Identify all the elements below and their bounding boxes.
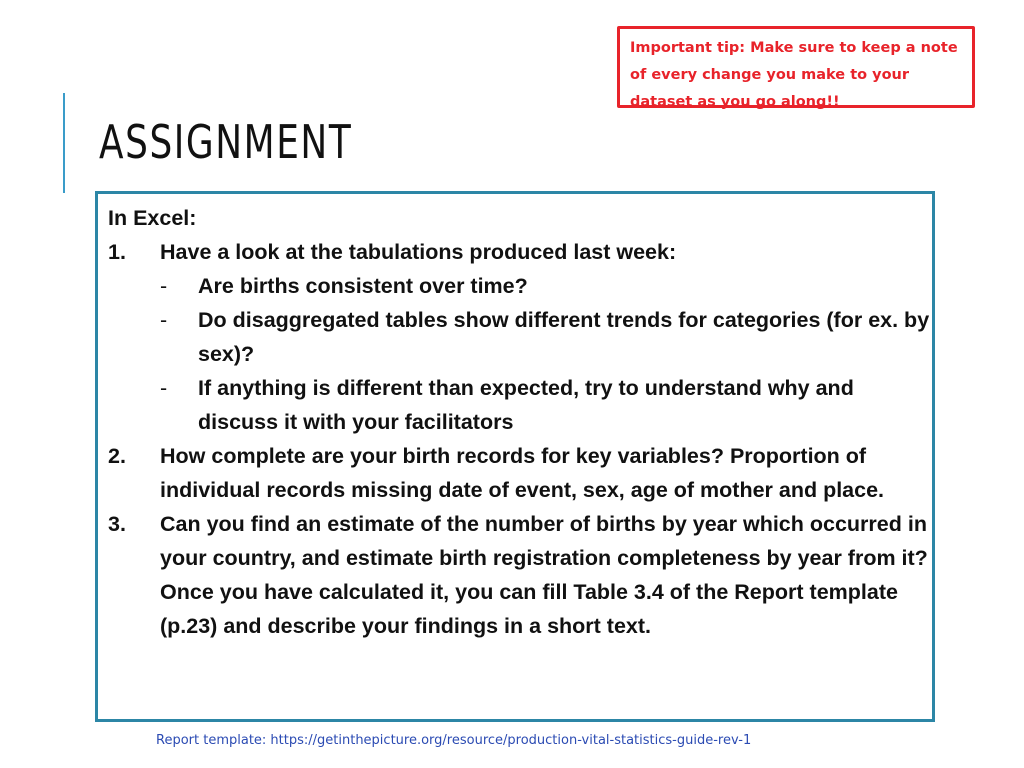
report-template-link[interactable]: Report template: https://getinthepicture.org/resource/production-vital-statistics-guide-rev-1: [156, 733, 752, 748]
task-number: 3.: [108, 512, 126, 536]
subitem: [160, 269, 932, 303]
task-2: [108, 439, 932, 507]
dash-bullet: -: [160, 274, 168, 298]
subitem: [160, 303, 932, 371]
slide-title: ASSIGNMENT: [99, 115, 353, 169]
task-number: 1.: [108, 240, 126, 264]
task-1: [108, 235, 932, 439]
task-number: 2.: [108, 444, 126, 468]
dash-bullet: -: [160, 376, 168, 400]
assignment-content-box: [95, 191, 935, 722]
title-accent-bar: [63, 93, 65, 193]
task-text: How complete are your birth records for key variables? Proportion of individual records missing date of event, sex, age of mother and place.: [160, 444, 885, 502]
subitem-text: Are births consistent over time?: [198, 274, 528, 298]
subitem-text: If anything is different than expected, try to understand why and discuss it with your facilitators: [198, 376, 854, 434]
important-tip-box: Important tip: Make sure to keep a note of every change you make to your dataset as you go along!!: [617, 26, 975, 108]
subitem-text: Do disaggregated tables show different trends for categories (for ex. by sex)?: [198, 308, 930, 366]
task-3: [108, 507, 932, 643]
intro-line: In Excel:: [108, 206, 197, 230]
task-1-subitems: [160, 269, 932, 439]
task-text: Have a look at the tabulations produced last week:: [160, 240, 677, 264]
dash-bullet: -: [160, 308, 168, 332]
task-text: Can you find an estimate of the number of births by year which occurred in your country, and estimate birth registration completeness by year from it? Once you have calculated it, you can fill Table 3.4 of the Report template (p.23) and describe your findings in a short text.: [160, 512, 928, 638]
subitem: [160, 371, 932, 439]
